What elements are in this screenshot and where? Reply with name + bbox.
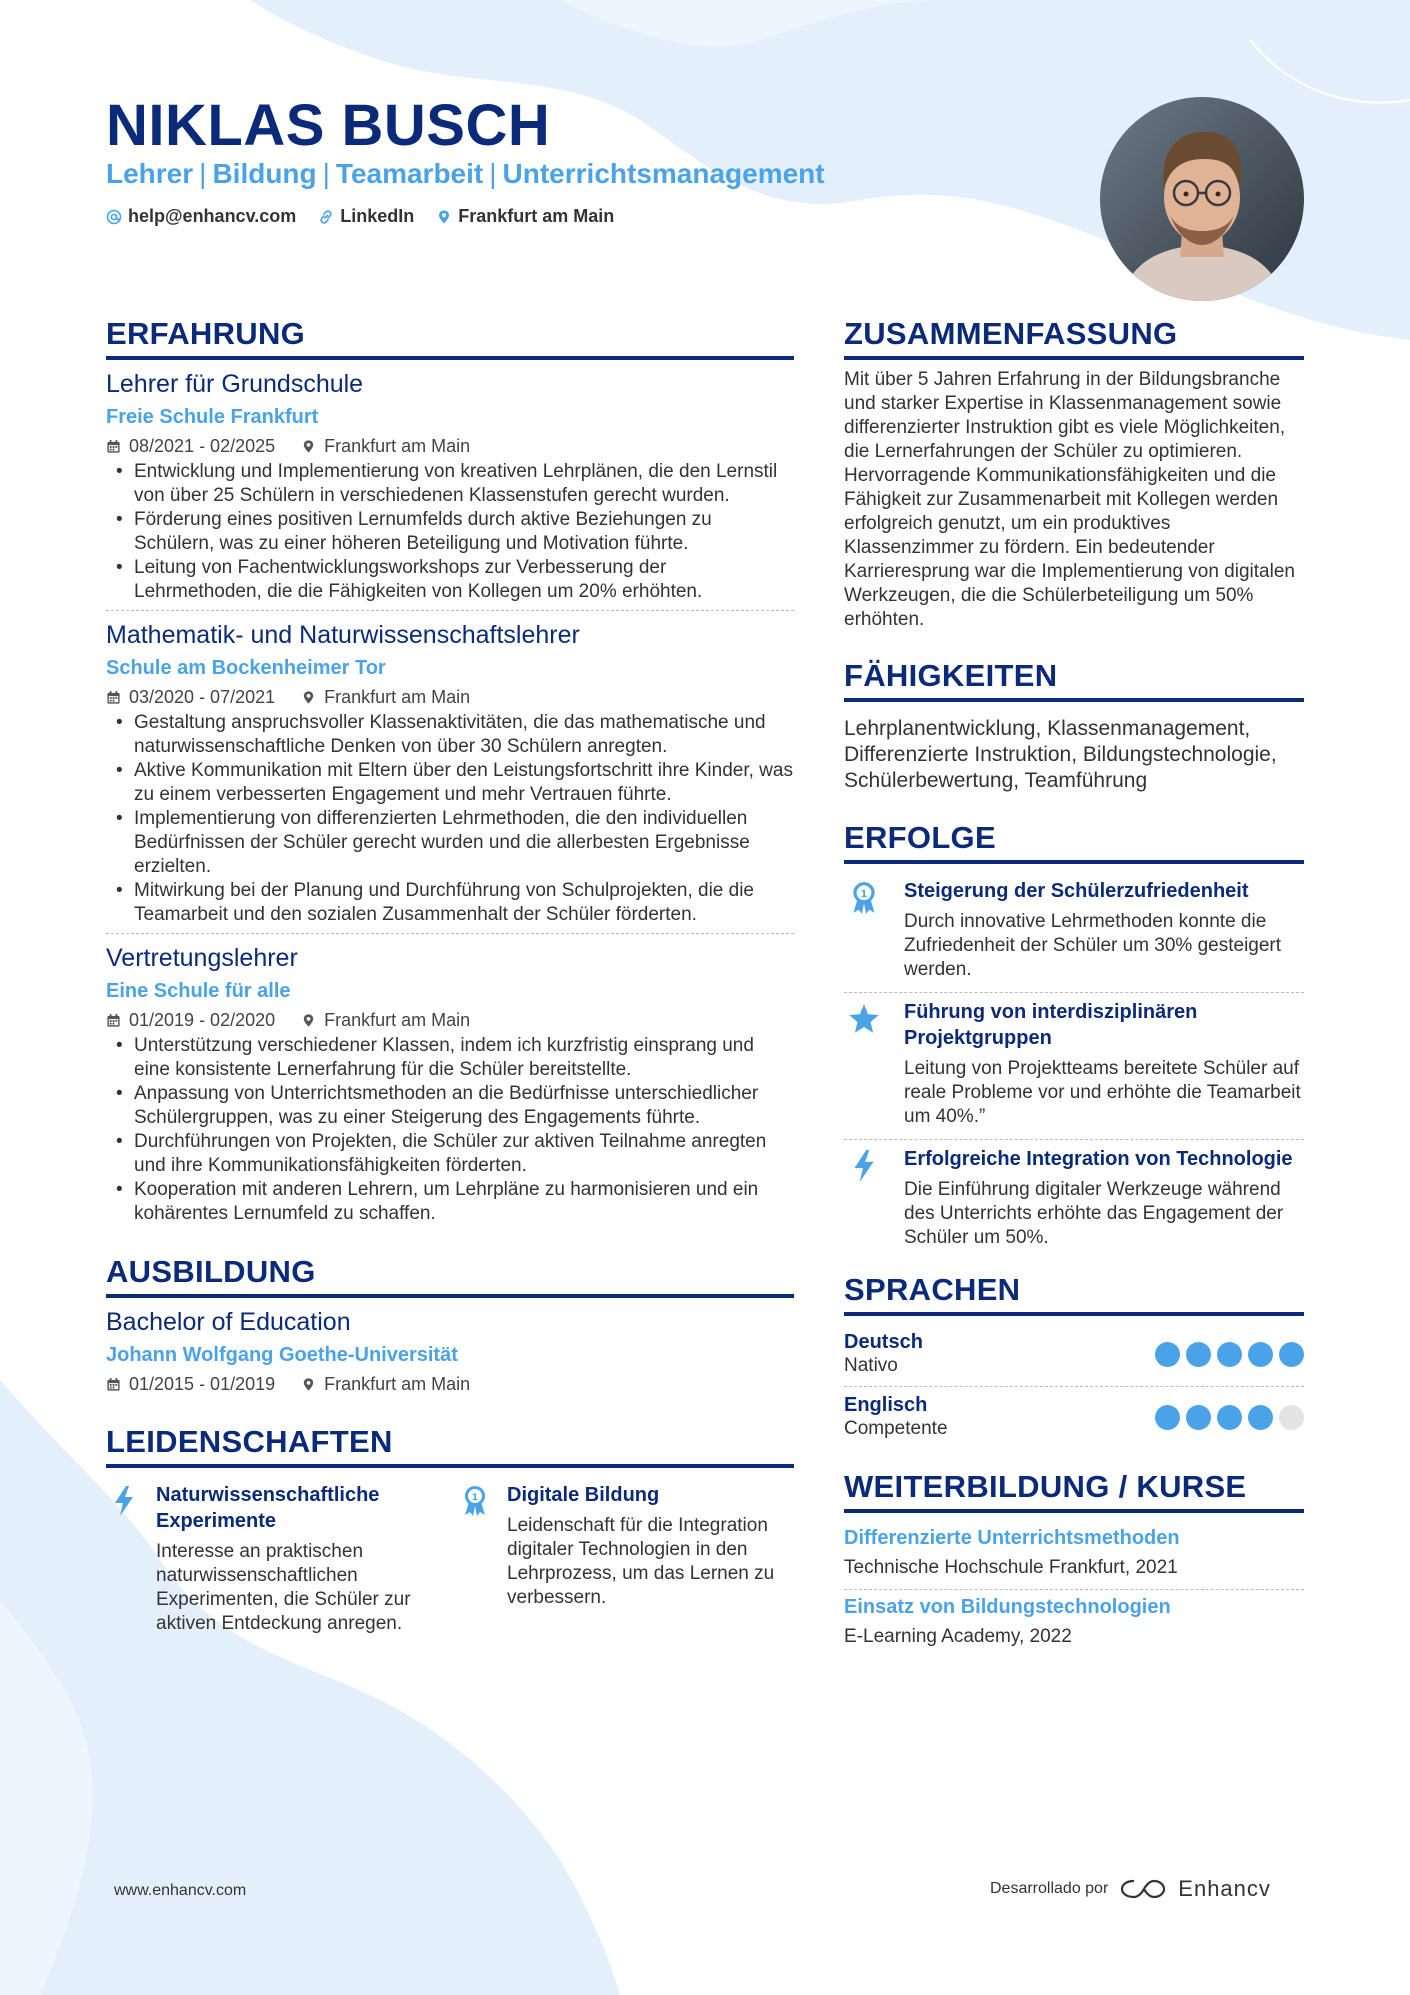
location-pin-icon <box>301 1013 316 1028</box>
bullet-item: • Leitung von Fachentwicklungsworkshops zur Verbesserung der Lehrmethoden, die die Fähigkeiten von Kollegen um 20% erhöhten. <box>106 556 794 604</box>
passion-desc: Interesse an praktischen naturwissenschaftlichen Experimenten, die Schüler zur aktiven Entdeckung anregen. <box>156 1541 411 1634</box>
bullet-item: • Durchführungen von Projekten, die Schüler zur aktiven Teilnahme anregten und ihre Kommunikationsfähigkeiten förderten. <box>106 1130 794 1178</box>
section-title: LEIDENSCHAFTEN <box>106 1424 794 1468</box>
calendar-icon <box>106 1377 121 1392</box>
achievement-desc: Durch innovative Lehrmethoden konnte die Zufriedenheit der Schüler um 30% gesteigert werden. <box>904 911 1282 980</box>
skills-text: Lehrplanentwicklung, Klassenmanagement, Differenzierte Instruktion, Bildungstechnologie, Schülerbewertung, Teamführung <box>844 717 1277 792</box>
bullet-item: • Anpassung von Unterrichtsmethoden an die Bedürfnisse unterschiedlicher Schülergruppen, was zu einer Steigerung des Engagements führte. <box>106 1082 794 1130</box>
education-entry <box>106 1306 794 1402</box>
lightning-icon <box>848 1148 880 1184</box>
job-company: Eine Schule für alle <box>106 980 291 1002</box>
language-rating <box>1155 1405 1304 1430</box>
bullet-item: • Förderung eines positiven Lernumfelds durch aktive Beziehungen zu Schülern, was zu einer höheren Beteiligung und Motivation führte. <box>106 508 794 556</box>
achievement-item <box>844 872 1304 993</box>
link-icon <box>318 209 334 225</box>
candidate-name: NIKLAS BUSCH <box>106 93 551 158</box>
course-provider: E-Learning Academy, 2022 <box>844 1626 1072 1647</box>
headline-item: Lehrer <box>106 158 194 189</box>
achievement-title: Erfolgreiche Integration von Technologie <box>904 1148 1293 1170</box>
rating-dot-filled <box>1217 1342 1242 1367</box>
course-item <box>844 1521 1304 1590</box>
calendar-icon <box>106 690 121 705</box>
course-title: Einsatz von Bildungstechnologien <box>844 1596 1171 1618</box>
job-location: Frankfurt am Main <box>324 1010 471 1030</box>
course-title: Differenzierte Unterrichtsmethoden <box>844 1527 1180 1549</box>
contact-info <box>106 206 614 227</box>
section-title: FÄHIGKEITEN <box>844 658 1304 702</box>
experience-section <box>106 316 794 1232</box>
lightning-icon <box>109 1484 139 1518</box>
bullet-item: • Implementierung von differenzierten Lehrmethoden, die den individuellen Bedürfnissen der Schüler gerecht wurden und die allerbesten Ergebnisse erzielten. <box>106 807 794 879</box>
degree-title: Bachelor of Education <box>106 1308 351 1336</box>
footer-website[interactable]: www.enhancv.com <box>114 1882 247 1899</box>
job-location: Frankfurt am Main <box>324 436 471 456</box>
location-contact <box>436 206 614 227</box>
profile-photo <box>1100 97 1304 301</box>
course-provider: Technische Hochschule Frankfurt, 2021 <box>844 1557 1178 1578</box>
education-meta <box>106 1372 794 1396</box>
passion-item <box>106 1482 443 1636</box>
section-title: ERFOLGE <box>844 820 1304 864</box>
section-title: SPRACHEN <box>844 1272 1304 1316</box>
bullet-item: • Gestaltung anspruchsvoller Klassenaktivitäten, die das mathematische und naturwissenschaftliche Denken von über 30 Schülern anregten. <box>106 711 794 759</box>
job-dates: 03/2020 - 07/2021 <box>129 687 276 707</box>
location-pin-icon <box>301 1377 316 1392</box>
calendar-icon <box>106 439 121 454</box>
rating-dot-filled <box>1248 1342 1273 1367</box>
section-title: ZUSAMMENFASSUNG <box>844 316 1304 360</box>
summary-text: Mit über 5 Jahren Erfahrung in der Bildungsbranche und starker Expertise in Klassenmanagement sowie differenzierter Instruktion gibt es viele Möglichkeiten, die Lernerfahrungen der Schüler zu optimieren. Hervorragende Kommunikationsfähigkeiten und die Fähigkeit zur Zusammenarbeit mit Kollegen werden erfolgreich genutzt, um ein produktives Klassenzimmer zu fördern. Ein bedeutender Karrieresprung war die Implementierung von digitalen Werkzeugen, die die Schülerbeteiligung um 50% erhöhten. <box>844 369 1295 630</box>
achievement-title: Führung von interdisziplinären Projektgruppen <box>904 1001 1198 1049</box>
job-dates: 01/2019 - 02/2020 <box>129 1010 276 1030</box>
job-title: Vertretungslehrer <box>106 944 298 972</box>
headline-item: Teamarbeit <box>335 158 484 189</box>
job-company: Freie Schule Frankfurt <box>106 406 319 428</box>
education-section <box>106 1254 794 1402</box>
right-column <box>844 316 1304 1658</box>
achievement-title: Steigerung der Schülerzufriedenheit <box>904 880 1249 902</box>
email-contact[interactable] <box>106 206 296 227</box>
job-title: Mathematik- und Naturwissenschaftslehrer <box>106 621 580 649</box>
job-title: Lehrer für Grundschule <box>106 370 364 398</box>
headline: Lehrer | Bildung | Teamarbeit | Unterrichtsmanagement <box>106 158 825 189</box>
left-column <box>106 316 794 1636</box>
powered-by-text: Desarrollado por <box>990 1880 1109 1897</box>
rating-dot-filled <box>1155 1405 1180 1430</box>
svg-text:1: 1 <box>860 888 868 900</box>
job-location: Frankfurt am Main <box>324 687 471 707</box>
rating-dot-filled <box>1248 1405 1273 1430</box>
passions-section <box>106 1424 794 1636</box>
job-entry <box>106 368 794 611</box>
location-pin-icon <box>436 209 452 225</box>
courses-section <box>844 1469 1304 1658</box>
rating-dot-filled <box>1186 1405 1211 1430</box>
language-level: Competente <box>844 1418 948 1439</box>
footer-branding <box>990 1876 1271 1902</box>
language-rating <box>1155 1342 1304 1367</box>
achievements-section <box>844 820 1304 1260</box>
achievement-item <box>844 1140 1304 1260</box>
section-title: ERFAHRUNG <box>106 316 794 360</box>
summary-section <box>844 316 1304 632</box>
headline-item: Unterrichtsmanagement <box>502 158 825 189</box>
education-location: Frankfurt am Main <box>324 1374 471 1394</box>
language-name: Deutsch <box>844 1331 923 1353</box>
languages-section <box>844 1272 1304 1449</box>
job-bullets <box>106 460 794 604</box>
achievement-desc: Die Einführung digitaler Werkzeuge während des Unterrichts erhöhte das Engagement der Schüler um 50%. <box>904 1179 1284 1248</box>
bullet-item: • Unterstützung verschiedener Klassen, indem ich kurzfristig einsprang und eine konsistente Lernerfahrung für die Schüler bereitstellte. <box>106 1034 794 1082</box>
passion-desc: Leidenschaft für die Integration digitaler Technologien in den Lehrprozess, um das Lernen zu verbessern. <box>507 1515 775 1608</box>
passion-title: Digitale Bildung <box>507 1484 660 1506</box>
email-text: help@enhancv.com <box>128 206 297 226</box>
passions-list <box>106 1482 794 1636</box>
bullet-item: • Aktive Kommunikation mit Eltern über den Leistungsfortschritt ihre Kinder, was zu einem verbesserten Engagement und mehr Vertrauen führte. <box>106 759 794 807</box>
calendar-icon <box>106 1013 121 1028</box>
job-entry <box>106 619 794 934</box>
job-company: Schule am Bockenheimer Tor <box>106 657 386 679</box>
brand-name: Enhancv <box>1178 1876 1271 1901</box>
job-meta <box>106 1008 794 1032</box>
section-title: AUSBILDUNG <box>106 1254 794 1298</box>
achievement-item <box>844 993 1304 1140</box>
at-icon <box>106 209 122 225</box>
section-title: WEITERBILDUNG / KURSE <box>844 1469 1304 1513</box>
award-icon <box>460 1484 490 1518</box>
job-dates: 08/2021 - 02/2025 <box>129 436 276 456</box>
job-entry <box>106 942 794 1232</box>
skills-section <box>844 658 1304 794</box>
linkedin-text: LinkedIn <box>340 206 415 226</box>
rating-dot-empty <box>1279 1405 1304 1430</box>
headline-item: Bildung <box>212 158 317 189</box>
language-name: Englisch <box>844 1394 928 1416</box>
language-item <box>844 1387 1304 1449</box>
bullet-item: • Entwicklung und Implementierung von kreativen Lehrplänen, die den Lernstil von über 25 Schülern in verschiedenen Klassenstufen gerecht wurden. <box>106 460 794 508</box>
location-text: Frankfurt am Main <box>458 206 615 226</box>
education-dates: 01/2015 - 01/2019 <box>129 1374 276 1394</box>
course-item <box>844 1590 1304 1658</box>
bullet-item: • Kooperation mit anderen Lehrern, um Lehrpläne zu harmonisieren und ein kohärentes Lernumfeld zu schaffen. <box>106 1178 794 1226</box>
achievement-desc: Leitung von Projektteams bereitete Schüler auf reale Probleme vor und erhöhte die Teamarbeit um 40%.” <box>904 1058 1301 1127</box>
job-meta <box>106 434 794 458</box>
rating-dot-filled <box>1279 1342 1304 1367</box>
location-pin-icon <box>301 439 316 454</box>
job-bullets <box>106 711 794 927</box>
passion-item <box>457 1482 794 1636</box>
star-icon <box>848 1001 880 1037</box>
rating-dot-filled <box>1155 1342 1180 1367</box>
job-meta <box>106 685 794 709</box>
location-pin-icon <box>301 690 316 705</box>
job-bullets <box>106 1034 794 1226</box>
rating-dot-filled <box>1217 1405 1242 1430</box>
svg-text:1: 1 <box>471 1493 479 1503</box>
language-level: Nativo <box>844 1355 898 1376</box>
school-name: Johann Wolfgang Goethe-Universität <box>106 1344 458 1366</box>
rating-dot-filled <box>1186 1342 1211 1367</box>
enhancv-logo-icon <box>1120 1877 1166 1901</box>
award-icon <box>848 880 880 916</box>
language-item <box>844 1324 1304 1387</box>
bullet-item: • Mitwirkung bei der Planung und Durchführung von Schulprojekten, die die Teamarbeit und den sozialen Zusammenhalt der Schüler förderten. <box>106 879 794 927</box>
linkedin-contact[interactable] <box>318 206 414 227</box>
passion-title: Naturwissenschaftliche Experimente <box>156 1484 380 1532</box>
